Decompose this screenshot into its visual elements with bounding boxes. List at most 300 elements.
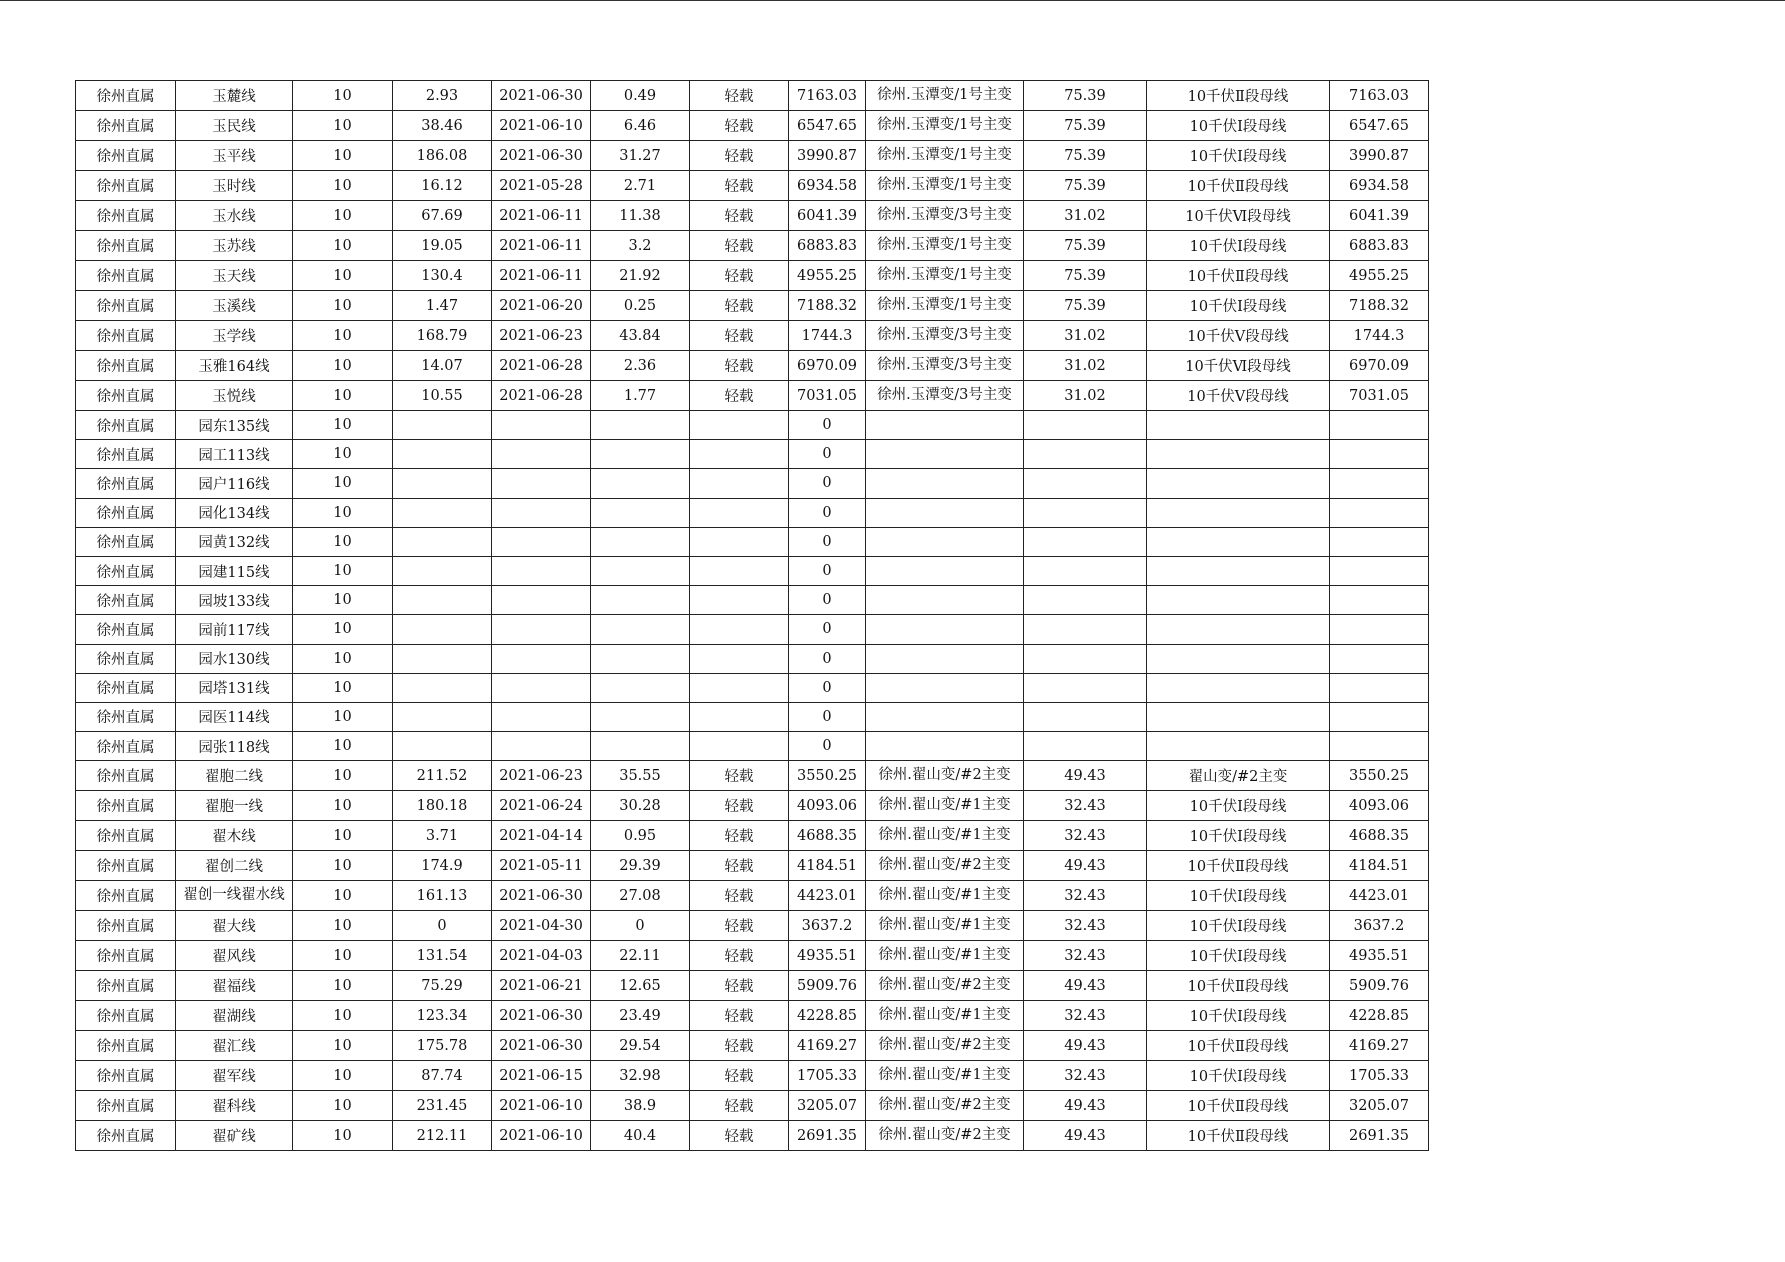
unit-cell: 徐州直属 bbox=[76, 440, 176, 469]
capacity-cell: 0 bbox=[789, 527, 866, 556]
line-name-cell: 翟创二线 bbox=[176, 851, 293, 881]
load-status-cell: 轻载 bbox=[690, 1121, 789, 1151]
load-status-cell bbox=[690, 732, 789, 761]
unit-cell: 徐州直属 bbox=[76, 821, 176, 851]
transformer-cell: 徐州.翟山变/#1主变 bbox=[866, 941, 1024, 971]
capacity-cell: 0 bbox=[789, 586, 866, 615]
capacity-cell: 0 bbox=[789, 498, 866, 527]
transformer-cell: 徐州.翟山变/#2主变 bbox=[866, 971, 1024, 1001]
table-row bbox=[76, 469, 1429, 498]
table-row bbox=[76, 586, 1429, 615]
table-row bbox=[76, 440, 1429, 469]
capacity-cell: 0 bbox=[789, 673, 866, 702]
busbar-cell: 10千伏Ⅰ段母线 bbox=[1147, 1061, 1330, 1091]
value-cell: 231.45 bbox=[393, 1091, 492, 1121]
unit-cell: 徐州直属 bbox=[76, 81, 176, 111]
voltage-cell: 10 bbox=[293, 231, 393, 261]
capacity-cell: 1744.3 bbox=[789, 321, 866, 351]
page-top-rule bbox=[0, 0, 1785, 1]
transformer-rate-cell: 75.39 bbox=[1024, 81, 1147, 111]
line-name-cell: 玉水线 bbox=[176, 201, 293, 231]
capacity-cell: 4093.06 bbox=[789, 791, 866, 821]
load-status-cell: 轻载 bbox=[690, 881, 789, 911]
transformer-cell: 徐州.玉潭变/1号主变 bbox=[866, 111, 1024, 141]
load-status-cell: 轻载 bbox=[690, 201, 789, 231]
transformer-cell bbox=[866, 469, 1024, 498]
transformer-cell: 徐州.翟山变/#2主变 bbox=[866, 1091, 1024, 1121]
capacity-cell: 0 bbox=[789, 411, 866, 440]
transformer-cell bbox=[866, 440, 1024, 469]
transformer-rate-cell bbox=[1024, 586, 1147, 615]
date-cell: 2021-06-10 bbox=[492, 1121, 591, 1151]
line-name-cell: 园塔131线 bbox=[176, 673, 293, 702]
date-cell: 2021-06-30 bbox=[492, 881, 591, 911]
transformer-rate-cell: 75.39 bbox=[1024, 291, 1147, 321]
load-status-cell: 轻载 bbox=[690, 141, 789, 171]
busbar-cell: 10千伏Ⅴ段母线 bbox=[1147, 321, 1330, 351]
rate-cell: 40.4 bbox=[591, 1121, 690, 1151]
load-status-cell bbox=[690, 586, 789, 615]
load-status-cell: 轻载 bbox=[690, 1031, 789, 1061]
unit-cell: 徐州直属 bbox=[76, 527, 176, 556]
line-name-cell: 玉雅164线 bbox=[176, 351, 293, 381]
transformer-rate-cell bbox=[1024, 644, 1147, 673]
line-name-cell: 园水130线 bbox=[176, 644, 293, 673]
rate-cell bbox=[591, 644, 690, 673]
capacity-cell: 7163.03 bbox=[789, 81, 866, 111]
margin-cell bbox=[1330, 644, 1429, 673]
load-status-cell bbox=[690, 673, 789, 702]
table-row bbox=[76, 941, 1429, 971]
rate-cell bbox=[591, 556, 690, 585]
value-cell bbox=[393, 586, 492, 615]
load-status-cell bbox=[690, 615, 789, 644]
date-cell: 2021-06-21 bbox=[492, 971, 591, 1001]
value-cell: 67.69 bbox=[393, 201, 492, 231]
load-status-cell: 轻载 bbox=[690, 291, 789, 321]
capacity-cell: 4935.51 bbox=[789, 941, 866, 971]
voltage-cell: 10 bbox=[293, 615, 393, 644]
voltage-cell: 10 bbox=[293, 702, 393, 731]
transformer-rate-cell bbox=[1024, 556, 1147, 585]
rate-cell: 3.2 bbox=[591, 231, 690, 261]
table-row bbox=[76, 321, 1429, 351]
line-name-cell: 翟湖线 bbox=[176, 1001, 293, 1031]
value-cell bbox=[393, 440, 492, 469]
unit-cell: 徐州直属 bbox=[76, 971, 176, 1001]
value-cell bbox=[393, 732, 492, 761]
load-status-cell: 轻载 bbox=[690, 851, 789, 881]
transformer-rate-cell: 31.02 bbox=[1024, 321, 1147, 351]
voltage-cell: 10 bbox=[293, 941, 393, 971]
voltage-cell: 10 bbox=[293, 1031, 393, 1061]
value-cell: 174.9 bbox=[393, 851, 492, 881]
transformer-cell bbox=[866, 498, 1024, 527]
transformer-rate-cell bbox=[1024, 498, 1147, 527]
voltage-cell: 10 bbox=[293, 911, 393, 941]
line-name-cell: 玉民线 bbox=[176, 111, 293, 141]
unit-cell: 徐州直属 bbox=[76, 1001, 176, 1031]
capacity-cell: 3205.07 bbox=[789, 1091, 866, 1121]
date-cell: 2021-05-11 bbox=[492, 851, 591, 881]
load-status-cell: 轻载 bbox=[690, 1061, 789, 1091]
table-row bbox=[76, 615, 1429, 644]
date-cell: 2021-06-24 bbox=[492, 791, 591, 821]
date-cell: 2021-06-10 bbox=[492, 111, 591, 141]
unit-cell: 徐州直属 bbox=[76, 1061, 176, 1091]
rate-cell: 35.55 bbox=[591, 761, 690, 791]
transformer-rate-cell: 32.43 bbox=[1024, 791, 1147, 821]
unit-cell: 徐州直属 bbox=[76, 201, 176, 231]
transformer-rate-cell bbox=[1024, 673, 1147, 702]
voltage-cell: 10 bbox=[293, 881, 393, 911]
date-cell bbox=[492, 469, 591, 498]
busbar-cell: 10千伏Ⅰ段母线 bbox=[1147, 941, 1330, 971]
voltage-cell: 10 bbox=[293, 791, 393, 821]
unit-cell: 徐州直属 bbox=[76, 498, 176, 527]
busbar-cell bbox=[1147, 615, 1330, 644]
transformer-cell: 徐州.翟山变/#1主变 bbox=[866, 791, 1024, 821]
load-status-cell: 轻载 bbox=[690, 381, 789, 411]
margin-cell bbox=[1330, 469, 1429, 498]
value-cell: 161.13 bbox=[393, 881, 492, 911]
rate-cell bbox=[591, 498, 690, 527]
rate-cell: 27.08 bbox=[591, 881, 690, 911]
busbar-cell bbox=[1147, 673, 1330, 702]
voltage-cell: 10 bbox=[293, 971, 393, 1001]
table-row bbox=[76, 791, 1429, 821]
voltage-cell: 10 bbox=[293, 673, 393, 702]
rate-cell bbox=[591, 469, 690, 498]
date-cell: 2021-06-15 bbox=[492, 1061, 591, 1091]
unit-cell: 徐州直属 bbox=[76, 321, 176, 351]
margin-cell: 6041.39 bbox=[1330, 201, 1429, 231]
voltage-cell: 10 bbox=[293, 821, 393, 851]
line-name-cell: 园东135线 bbox=[176, 411, 293, 440]
unit-cell: 徐州直属 bbox=[76, 1121, 176, 1151]
line-name-cell: 园医114线 bbox=[176, 702, 293, 731]
date-cell: 2021-06-20 bbox=[492, 291, 591, 321]
value-cell: 3.71 bbox=[393, 821, 492, 851]
line-name-cell: 玉苏线 bbox=[176, 231, 293, 261]
capacity-cell: 2691.35 bbox=[789, 1121, 866, 1151]
rate-cell: 0.25 bbox=[591, 291, 690, 321]
unit-cell: 徐州直属 bbox=[76, 791, 176, 821]
busbar-cell bbox=[1147, 498, 1330, 527]
transformer-rate-cell: 49.43 bbox=[1024, 971, 1147, 1001]
margin-cell: 6547.65 bbox=[1330, 111, 1429, 141]
date-cell bbox=[492, 440, 591, 469]
busbar-cell: 10千伏Ⅵ段母线 bbox=[1147, 351, 1330, 381]
date-cell bbox=[492, 527, 591, 556]
voltage-cell: 10 bbox=[293, 761, 393, 791]
date-cell: 2021-06-30 bbox=[492, 1031, 591, 1061]
rate-cell: 22.11 bbox=[591, 941, 690, 971]
capacity-cell: 5909.76 bbox=[789, 971, 866, 1001]
load-status-cell: 轻载 bbox=[690, 1001, 789, 1031]
value-cell: 130.4 bbox=[393, 261, 492, 291]
unit-cell: 徐州直属 bbox=[76, 586, 176, 615]
busbar-cell bbox=[1147, 702, 1330, 731]
voltage-cell: 10 bbox=[293, 411, 393, 440]
busbar-cell bbox=[1147, 732, 1330, 761]
voltage-cell: 10 bbox=[293, 201, 393, 231]
voltage-cell: 10 bbox=[293, 291, 393, 321]
value-cell: 16.12 bbox=[393, 171, 492, 201]
transformer-rate-cell bbox=[1024, 615, 1147, 644]
transformer-cell: 徐州.翟山变/#2主变 bbox=[866, 761, 1024, 791]
value-cell bbox=[393, 702, 492, 731]
table-row bbox=[76, 1061, 1429, 1091]
line-name-cell: 玉天线 bbox=[176, 261, 293, 291]
load-status-cell: 轻载 bbox=[690, 911, 789, 941]
line-name-cell: 园张118线 bbox=[176, 732, 293, 761]
rate-cell: 43.84 bbox=[591, 321, 690, 351]
voltage-cell: 10 bbox=[293, 261, 393, 291]
table-row bbox=[76, 1001, 1429, 1031]
date-cell: 2021-06-28 bbox=[492, 381, 591, 411]
capacity-cell: 3637.2 bbox=[789, 911, 866, 941]
table-row bbox=[76, 556, 1429, 585]
date-cell bbox=[492, 615, 591, 644]
table-row bbox=[76, 171, 1429, 201]
capacity-cell: 0 bbox=[789, 440, 866, 469]
load-status-cell: 轻载 bbox=[690, 231, 789, 261]
line-name-cell: 玉学线 bbox=[176, 321, 293, 351]
date-cell: 2021-04-03 bbox=[492, 941, 591, 971]
rate-cell bbox=[591, 586, 690, 615]
margin-cell bbox=[1330, 615, 1429, 644]
transformer-cell bbox=[866, 702, 1024, 731]
capacity-cell: 1705.33 bbox=[789, 1061, 866, 1091]
unit-cell: 徐州直属 bbox=[76, 673, 176, 702]
transformer-rate-cell: 49.43 bbox=[1024, 761, 1147, 791]
transformer-rate-cell bbox=[1024, 469, 1147, 498]
capacity-cell: 7031.05 bbox=[789, 381, 866, 411]
capacity-cell: 6934.58 bbox=[789, 171, 866, 201]
load-status-cell: 轻载 bbox=[690, 791, 789, 821]
date-cell: 2021-06-11 bbox=[492, 231, 591, 261]
margin-cell bbox=[1330, 498, 1429, 527]
busbar-cell: 10千伏Ⅱ段母线 bbox=[1147, 81, 1330, 111]
line-load-table bbox=[75, 80, 1429, 1151]
busbar-cell: 10千伏Ⅱ段母线 bbox=[1147, 1031, 1330, 1061]
busbar-cell: 10千伏Ⅰ段母线 bbox=[1147, 291, 1330, 321]
load-status-cell: 轻载 bbox=[690, 321, 789, 351]
transformer-cell: 徐州.玉潭变/3号主变 bbox=[866, 321, 1024, 351]
transformer-cell: 徐州.玉潭变/3号主变 bbox=[866, 381, 1024, 411]
transformer-rate-cell: 32.43 bbox=[1024, 881, 1147, 911]
line-name-cell: 玉悦线 bbox=[176, 381, 293, 411]
load-status-cell: 轻载 bbox=[690, 1091, 789, 1121]
transformer-rate-cell bbox=[1024, 702, 1147, 731]
transformer-cell bbox=[866, 527, 1024, 556]
margin-cell: 7188.32 bbox=[1330, 291, 1429, 321]
line-name-cell: 翟大线 bbox=[176, 911, 293, 941]
load-status-cell bbox=[690, 702, 789, 731]
date-cell: 2021-06-30 bbox=[492, 1001, 591, 1031]
capacity-cell: 0 bbox=[789, 702, 866, 731]
transformer-cell bbox=[866, 644, 1024, 673]
margin-cell: 3205.07 bbox=[1330, 1091, 1429, 1121]
table-row bbox=[76, 231, 1429, 261]
transformer-rate-cell: 32.43 bbox=[1024, 941, 1147, 971]
line-name-cell: 翟风线 bbox=[176, 941, 293, 971]
load-status-cell: 轻载 bbox=[690, 821, 789, 851]
transformer-cell: 徐州.翟山变/#2主变 bbox=[866, 1031, 1024, 1061]
busbar-cell: 10千伏Ⅰ段母线 bbox=[1147, 111, 1330, 141]
busbar-cell bbox=[1147, 411, 1330, 440]
margin-cell: 6883.83 bbox=[1330, 231, 1429, 261]
load-status-cell: 轻载 bbox=[690, 971, 789, 1001]
table-row bbox=[76, 821, 1429, 851]
voltage-cell: 10 bbox=[293, 381, 393, 411]
transformer-rate-cell: 32.43 bbox=[1024, 1061, 1147, 1091]
load-status-cell bbox=[690, 411, 789, 440]
margin-cell: 6934.58 bbox=[1330, 171, 1429, 201]
rate-cell: 11.38 bbox=[591, 201, 690, 231]
line-name-cell: 园化134线 bbox=[176, 498, 293, 527]
capacity-cell: 0 bbox=[789, 556, 866, 585]
busbar-cell: 10千伏Ⅰ段母线 bbox=[1147, 911, 1330, 941]
table-row bbox=[76, 702, 1429, 731]
busbar-cell: 10千伏Ⅱ段母线 bbox=[1147, 971, 1330, 1001]
transformer-cell: 徐州.翟山变/#2主变 bbox=[866, 1121, 1024, 1151]
voltage-cell: 10 bbox=[293, 1001, 393, 1031]
busbar-cell: 10千伏Ⅵ段母线 bbox=[1147, 201, 1330, 231]
transformer-rate-cell: 49.43 bbox=[1024, 851, 1147, 881]
value-cell: 212.11 bbox=[393, 1121, 492, 1151]
capacity-cell: 4228.85 bbox=[789, 1001, 866, 1031]
capacity-cell: 0 bbox=[789, 732, 866, 761]
capacity-cell: 3990.87 bbox=[789, 141, 866, 171]
transformer-rate-cell bbox=[1024, 527, 1147, 556]
line-name-cell: 园坡133线 bbox=[176, 586, 293, 615]
transformer-cell: 徐州.翟山变/#1主变 bbox=[866, 911, 1024, 941]
margin-cell bbox=[1330, 673, 1429, 702]
load-status-cell bbox=[690, 527, 789, 556]
busbar-cell bbox=[1147, 440, 1330, 469]
margin-cell: 1705.33 bbox=[1330, 1061, 1429, 1091]
load-status-cell bbox=[690, 498, 789, 527]
date-cell bbox=[492, 644, 591, 673]
value-cell: 131.54 bbox=[393, 941, 492, 971]
date-cell: 2021-04-14 bbox=[492, 821, 591, 851]
busbar-cell bbox=[1147, 644, 1330, 673]
line-name-cell: 翟木线 bbox=[176, 821, 293, 851]
voltage-cell: 10 bbox=[293, 440, 393, 469]
margin-cell bbox=[1330, 527, 1429, 556]
transformer-cell: 徐州.玉潭变/1号主变 bbox=[866, 141, 1024, 171]
busbar-cell: 10千伏Ⅱ段母线 bbox=[1147, 261, 1330, 291]
busbar-cell bbox=[1147, 469, 1330, 498]
margin-cell bbox=[1330, 556, 1429, 585]
table-row bbox=[76, 381, 1429, 411]
transformer-cell: 徐州.玉潭变/3号主变 bbox=[866, 351, 1024, 381]
voltage-cell: 10 bbox=[293, 141, 393, 171]
capacity-cell: 6883.83 bbox=[789, 231, 866, 261]
table-row bbox=[76, 911, 1429, 941]
unit-cell: 徐州直属 bbox=[76, 411, 176, 440]
transformer-rate-cell: 32.43 bbox=[1024, 1001, 1147, 1031]
margin-cell: 4688.35 bbox=[1330, 821, 1429, 851]
transformer-rate-cell: 32.43 bbox=[1024, 911, 1147, 941]
voltage-cell: 10 bbox=[293, 644, 393, 673]
table-body bbox=[76, 81, 1429, 1151]
value-cell: 186.08 bbox=[393, 141, 492, 171]
margin-cell: 4093.06 bbox=[1330, 791, 1429, 821]
table-row bbox=[76, 261, 1429, 291]
busbar-cell bbox=[1147, 556, 1330, 585]
value-cell bbox=[393, 527, 492, 556]
value-cell: 2.93 bbox=[393, 81, 492, 111]
unit-cell: 徐州直属 bbox=[76, 381, 176, 411]
rate-cell bbox=[591, 732, 690, 761]
table-row bbox=[76, 527, 1429, 556]
value-cell bbox=[393, 498, 492, 527]
transformer-cell bbox=[866, 411, 1024, 440]
capacity-cell: 4169.27 bbox=[789, 1031, 866, 1061]
load-status-cell: 轻载 bbox=[690, 941, 789, 971]
load-status-cell: 轻载 bbox=[690, 171, 789, 201]
margin-cell: 4935.51 bbox=[1330, 941, 1429, 971]
unit-cell: 徐州直属 bbox=[76, 881, 176, 911]
transformer-rate-cell: 75.39 bbox=[1024, 141, 1147, 171]
value-cell: 14.07 bbox=[393, 351, 492, 381]
table-row bbox=[76, 411, 1429, 440]
capacity-cell: 4688.35 bbox=[789, 821, 866, 851]
date-cell: 2021-06-11 bbox=[492, 261, 591, 291]
capacity-cell: 4184.51 bbox=[789, 851, 866, 881]
margin-cell bbox=[1330, 586, 1429, 615]
voltage-cell: 10 bbox=[293, 732, 393, 761]
rate-cell: 23.49 bbox=[591, 1001, 690, 1031]
transformer-cell: 徐州.玉潭变/1号主变 bbox=[866, 171, 1024, 201]
load-status-cell bbox=[690, 440, 789, 469]
capacity-cell: 0 bbox=[789, 615, 866, 644]
table-row bbox=[76, 351, 1429, 381]
value-cell: 180.18 bbox=[393, 791, 492, 821]
unit-cell: 徐州直属 bbox=[76, 111, 176, 141]
unit-cell: 徐州直属 bbox=[76, 732, 176, 761]
unit-cell: 徐州直属 bbox=[76, 261, 176, 291]
busbar-cell: 10千伏Ⅰ段母线 bbox=[1147, 791, 1330, 821]
voltage-cell: 10 bbox=[293, 1061, 393, 1091]
rate-cell: 0 bbox=[591, 911, 690, 941]
value-cell bbox=[393, 411, 492, 440]
voltage-cell: 10 bbox=[293, 171, 393, 201]
transformer-cell bbox=[866, 556, 1024, 585]
busbar-cell bbox=[1147, 586, 1330, 615]
date-cell bbox=[492, 732, 591, 761]
unit-cell: 徐州直属 bbox=[76, 702, 176, 731]
value-cell: 1.47 bbox=[393, 291, 492, 321]
busbar-cell: 10千伏Ⅱ段母线 bbox=[1147, 171, 1330, 201]
rate-cell: 38.9 bbox=[591, 1091, 690, 1121]
rate-cell bbox=[591, 702, 690, 731]
date-cell bbox=[492, 498, 591, 527]
rate-cell bbox=[591, 440, 690, 469]
margin-cell: 5909.76 bbox=[1330, 971, 1429, 1001]
busbar-cell: 10千伏Ⅱ段母线 bbox=[1147, 1121, 1330, 1151]
unit-cell: 徐州直属 bbox=[76, 615, 176, 644]
margin-cell: 4169.27 bbox=[1330, 1031, 1429, 1061]
unit-cell: 徐州直属 bbox=[76, 644, 176, 673]
transformer-cell bbox=[866, 732, 1024, 761]
busbar-cell: 翟山变/#2主变 bbox=[1147, 761, 1330, 791]
transformer-cell bbox=[866, 615, 1024, 644]
rate-cell: 30.28 bbox=[591, 791, 690, 821]
